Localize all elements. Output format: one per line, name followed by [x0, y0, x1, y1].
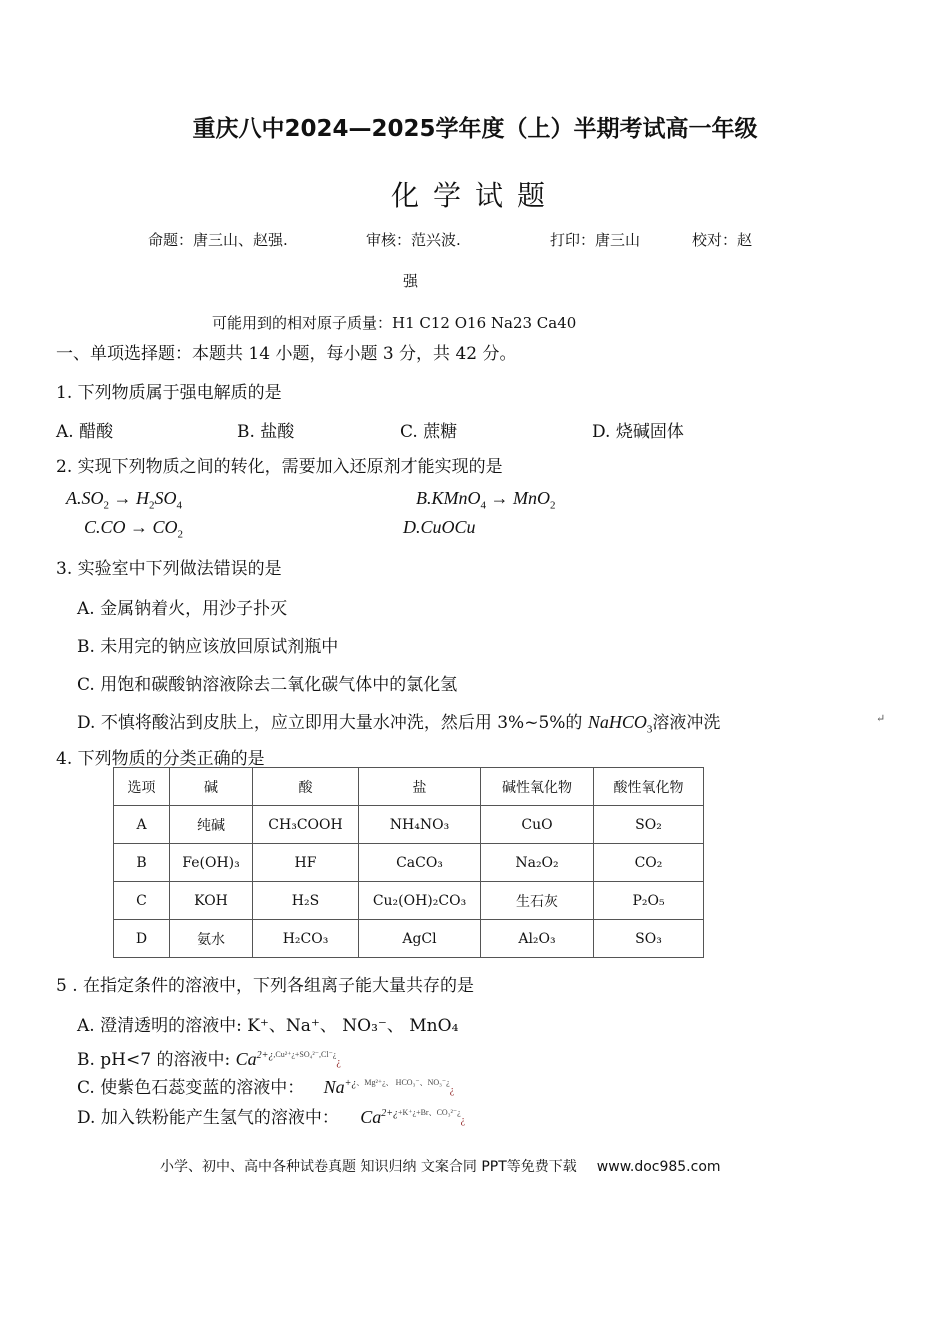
table-cell: A	[114, 806, 170, 844]
exam-title: 重庆八中2024—2025学年度（上）半期考试高一年级	[192, 116, 758, 142]
table-cell: P₂O₅	[594, 882, 704, 920]
table-cell: SO₂	[594, 806, 704, 844]
table-cell: 纯碱	[170, 806, 253, 844]
reviewer: 审核：范兴波.	[366, 231, 461, 249]
table-row	[114, 844, 704, 882]
proofreader-continued: 强	[403, 272, 419, 290]
nahco3-formula: NaHCO$_3$	[587, 712, 653, 736]
table-row	[114, 920, 704, 958]
table-cell: Cu₂(OH)₂CO₃	[359, 882, 481, 920]
q1-option-c: C. 蔗糖	[400, 422, 458, 442]
q5-option-b: B. pH<7 的溶液中: $Ca^{2+¿,Cu^{2+}¿+SO_4^{2-},Cl^-¿}¿$	[77, 1049, 341, 1070]
table-header: 碱性氧化物	[481, 768, 594, 806]
table-cell: CH₃COOH	[253, 806, 359, 844]
table-cell: H₂CO₃	[253, 920, 359, 958]
q1-option-a: A. 醋酸	[56, 422, 114, 442]
table-cell: CO₂	[594, 844, 704, 882]
table-cell: D	[114, 920, 170, 958]
table-row	[114, 806, 704, 844]
table-cell: Al₂O₃	[481, 920, 594, 958]
table-header-row	[114, 768, 704, 806]
q2-option-d: D.CuOCu	[403, 517, 476, 537]
table-cell: 生石灰	[481, 882, 594, 920]
classification-table	[113, 767, 704, 958]
table-cell: 氨水	[170, 920, 253, 958]
table-cell: SO₃	[594, 920, 704, 958]
table-header: 选项	[114, 768, 170, 806]
footer-url[interactable]: www.doc985.com	[596, 1159, 721, 1175]
table-cell: NH₄NO₃	[359, 806, 481, 844]
q5c-ions: $Na^{+¿、Mg^{2+}¿、 HCO_3^-、NO_3^-¿}¿$	[323, 1077, 455, 1097]
q5d-ions: $Ca^{2+¿+K^+¿+Br、CO_3^{2-}¿}¿$	[360, 1107, 466, 1127]
printer: 打印：唐三山	[550, 231, 641, 249]
q5b-ions: $Ca^{2+¿,Cu^{2+}¿+SO_4^{2-},Cl^-¿}¿$	[235, 1049, 341, 1069]
question-1-stem: 1. 下列物质属于强电解质的是	[56, 383, 282, 403]
q3-option-d: D. 不慎将酸沾到皮肤上，应立即用大量水冲洗，然后用 3%~5%的 NaHCO$_3$溶液冲洗	[77, 712, 721, 736]
table-cell: Na₂O₂	[481, 844, 594, 882]
table-cell: KOH	[170, 882, 253, 920]
question-2-stem: 2. 实现下列物质之间的转化，需要加入还原剂才能实现的是	[56, 457, 503, 477]
q1-option-d: D. 烧碱固体	[592, 422, 684, 442]
table-header: 盐	[359, 768, 481, 806]
footer-text: 小学、初中、高中各种试卷真题 知识归纳 文案合同 PPT等免费下载	[160, 1159, 577, 1175]
table-row	[114, 882, 704, 920]
table-header: 碱	[170, 768, 253, 806]
table-cell: HF	[253, 844, 359, 882]
table-header: 酸性氧化物	[594, 768, 704, 806]
question-3-stem: 3. 实验室中下列做法错误的是	[56, 559, 282, 579]
q3-option-c: C. 用饱和碳酸钠溶液除去二氧化碳气体中的氯化氢	[77, 675, 458, 695]
table-header: 酸	[253, 768, 359, 806]
q1-option-b: B. 盐酸	[237, 422, 295, 442]
table-cell: C	[114, 882, 170, 920]
q5-option-c: C. 使紫色石蕊变蓝的溶液中： $Na^{+¿、Mg^{2+}¿、 HCO_3^-、NO_3^-¿}¿$	[77, 1077, 455, 1098]
q5-option-a: A. 澄清透明的溶液中: K⁺、Na⁺、 NO₃⁻、 MnO₄	[77, 1016, 459, 1036]
proposer: 命题：唐三山、赵强.	[148, 231, 288, 249]
table-cell: CaCO₃	[359, 844, 481, 882]
table-cell: CuO	[481, 806, 594, 844]
question-4-stem: 4. 下列物质的分类正确的是	[56, 749, 265, 769]
section-heading: 一、单项选择题：本题共 14 小题，每小题 3 分，共 42 分。	[56, 344, 517, 364]
footer	[160, 1156, 721, 1176]
subject-title: 化学试题	[390, 179, 559, 212]
q5-option-d: D. 加入铁粉能产生氢气的溶液中： $Ca^{2+¿+K^+¿+Br、CO_3^{2-}¿}¿$	[77, 1107, 466, 1128]
table-cell: B	[114, 844, 170, 882]
table-cell: AgCl	[359, 920, 481, 958]
q3-option-a: A. 金属钠着火，用沙子扑灭	[77, 599, 288, 619]
q2-option-c: $C.CO \to CO_2$	[84, 517, 184, 541]
table-cell: H₂S	[253, 882, 359, 920]
question-5-stem: 5 . 在指定条件的溶液中，下列各组离子能大量共存的是	[56, 976, 475, 996]
q2-option-a: $A.SO_2 \to H_2SO_4$	[66, 488, 182, 512]
q2-option-b: B.KMnO$_4$ → MnO$_2$	[416, 488, 556, 512]
return-mark: ↵	[876, 712, 886, 725]
proofreader: 校对：赵	[692, 231, 753, 249]
table-cell: Fe(OH)₃	[170, 844, 253, 882]
q3-option-b: B. 未用完的钠应该放回原试剂瓶中	[77, 637, 339, 657]
atomic-masses: 可能用到的相对原子质量：H1 C12 O16 Na23 Ca40	[212, 314, 577, 332]
